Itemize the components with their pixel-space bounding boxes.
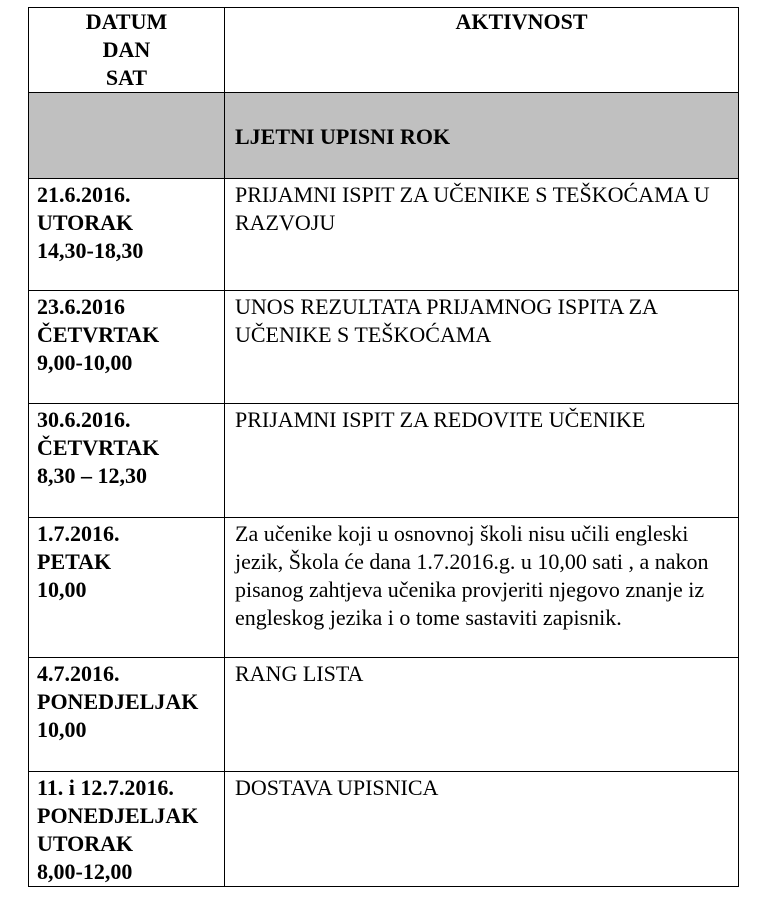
table-row <box>29 291 739 404</box>
table-row <box>29 772 739 887</box>
schedule-table <box>28 7 739 887</box>
header-date-label: DATUM <box>85 9 168 34</box>
row-day-2: UTORAK <box>37 831 134 856</box>
header-activity-label: AKTIVNOST <box>455 9 588 34</box>
activity-cell: DOSTAVA UPISNICA <box>225 772 739 887</box>
activity-cell: UNOS REZULTATA PRIJAMNOG ISPITA ZA UČENIKE S TEŠKOĆAMA <box>225 291 739 404</box>
row-date: 11. i 12.7.2016. <box>37 775 174 800</box>
date-cell <box>29 404 225 518</box>
table-row <box>29 179 739 291</box>
row-day: UTORAK <box>37 210 134 235</box>
row-date: 21.6.2016. <box>37 182 131 207</box>
row-date: 4.7.2016. <box>37 661 120 686</box>
date-cell <box>29 518 225 658</box>
activity-cell: PRIJAMNI ISPIT ZA UČENIKE S TEŠKOĆAMA U RAZVOJU <box>225 179 739 291</box>
header-day-label: DAN <box>102 37 151 62</box>
date-cell <box>29 658 225 772</box>
date-cell <box>29 772 225 887</box>
section-empty-cell <box>29 93 225 179</box>
activity-cell: Za učenike koji u osnovnoj školi nisu učili engleski jezik, Škola će dana 1.7.2016.g. u 10,00 sati , a nakon pisanog zahtjeva učenika provjeriti njegovo znanje iz engleskog jezika i o tome sastaviti zapisnik. <box>225 518 739 658</box>
row-day: PETAK <box>37 549 112 574</box>
section-title-cell <box>225 93 739 179</box>
row-time: 8,30 – 12,30 <box>37 463 147 488</box>
row-date: 1.7.2016. <box>37 521 120 546</box>
section-title: LJETNI UPISNI ROK <box>235 124 451 149</box>
row-time: 10,00 <box>37 717 87 742</box>
section-row <box>29 93 739 179</box>
row-time: 14,30-18,30 <box>37 238 144 263</box>
table-row <box>29 518 739 658</box>
activity-cell: RANG LISTA <box>225 658 739 772</box>
activity-cell: PRIJAMNI ISPIT ZA REDOVITE UČENIKE <box>225 404 739 518</box>
row-time: 8,00-12,00 <box>37 859 133 884</box>
row-day: ČETVRTAK <box>37 435 160 460</box>
header-row <box>29 8 739 93</box>
row-date: 23.6.2016 <box>37 294 125 319</box>
date-cell <box>29 291 225 404</box>
row-date: 30.6.2016. <box>37 407 131 432</box>
row-time: 9,00-10,00 <box>37 350 133 375</box>
header-activity-cell <box>225 8 739 93</box>
header-date-cell <box>29 8 225 93</box>
row-day: PONEDJELJAK <box>37 803 199 828</box>
row-day: ČETVRTAK <box>37 322 160 347</box>
table-row <box>29 658 739 772</box>
row-day: PONEDJELJAK <box>37 689 199 714</box>
row-time: 10,00 <box>37 577 87 602</box>
table-row <box>29 404 739 518</box>
header-time-label: SAT <box>105 65 148 90</box>
date-cell <box>29 179 225 291</box>
